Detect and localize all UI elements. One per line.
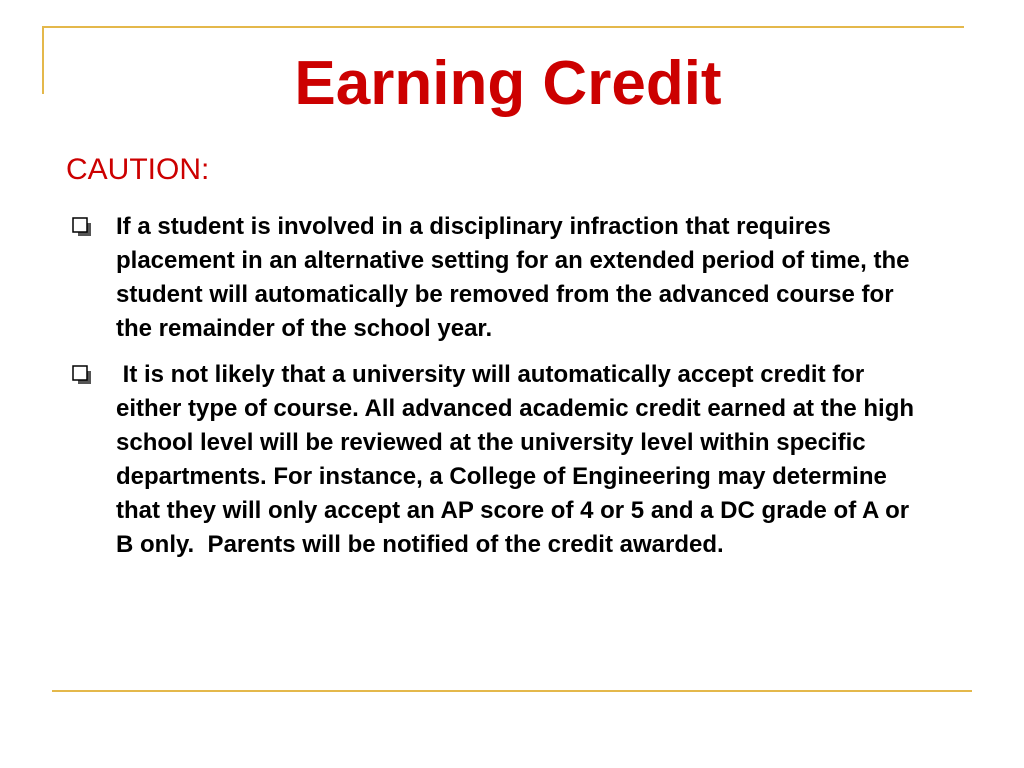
- top-accent-line: [42, 26, 964, 28]
- checkbox-bullet-icon: [72, 217, 92, 237]
- slide-title: Earning Credit: [294, 49, 722, 118]
- caution-label: CAUTION:: [66, 153, 210, 186]
- bullet-list: [70, 210, 920, 574]
- bullet-text: If a student is involved in a disciplinary infraction that requires placement in an alternative setting for an extended period of time, the student will automatically be removed from the advanced course for the remainder of the school year.: [116, 213, 917, 342]
- bottom-accent-line: [52, 690, 972, 692]
- bullet-text: It is not likely that a university will automatically accept credit for either type of course. All advanced academic credit earned at the high school level will be reviewed at the university level within specific departments. For instance, a College of Engineering may determine that they will only accept an AP score of 4 or 5 and a DC grade of A or B only. Parents will be notified of the credit awarded.: [116, 361, 921, 558]
- checkbox-bullet-icon: [72, 365, 92, 385]
- bullet-item-1: [70, 210, 920, 346]
- bullet-item-2: [70, 358, 920, 562]
